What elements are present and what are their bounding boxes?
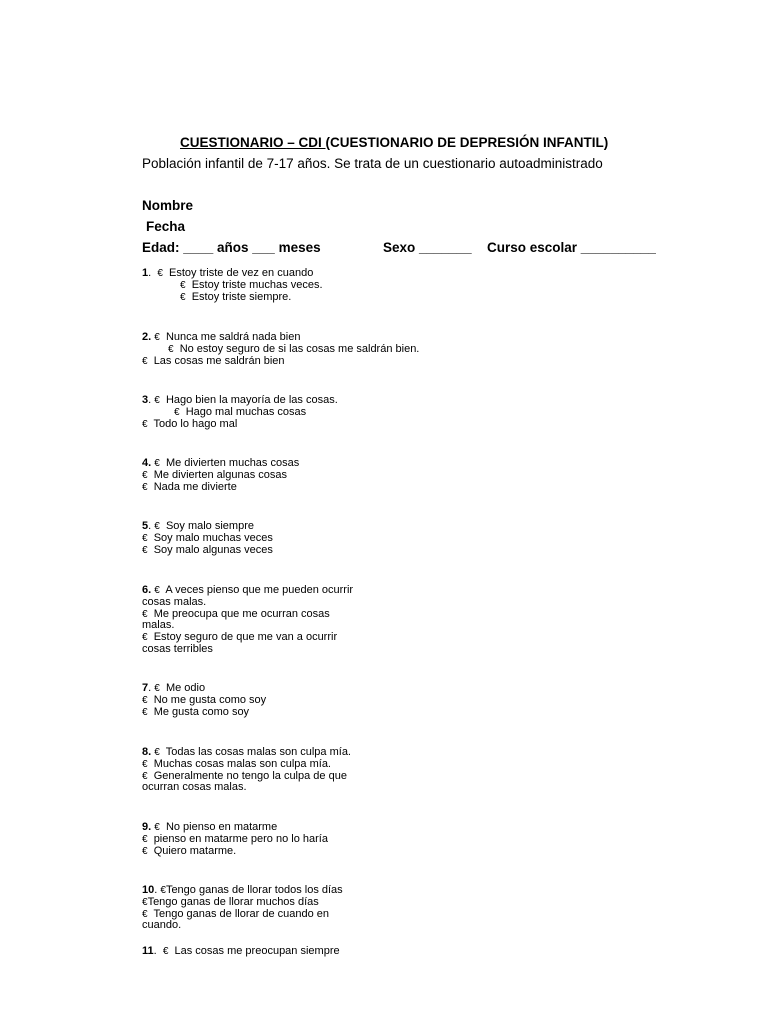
option-text: Estoy triste muchas veces. <box>191 278 323 291</box>
question-dot: . <box>148 394 152 406</box>
question-number: 11 <box>142 945 154 957</box>
question-10 <box>142 885 343 932</box>
sexo-label: Sexo _______ <box>383 240 472 255</box>
option-text: No pienso en matarme <box>165 821 278 833</box>
option-bullet: € <box>154 683 160 694</box>
option-text: Nunca me saldrá nada bien <box>165 331 301 343</box>
option-bullet: € <box>142 770 148 782</box>
question-6 <box>142 585 353 656</box>
option-bullet: € <box>180 291 186 303</box>
option-bullet: € <box>154 332 160 343</box>
option-bullet: € <box>142 706 148 718</box>
question-number: 3 <box>142 394 149 406</box>
option-bullet: € <box>142 694 148 706</box>
option-text: Hago bien la mayoría de las cosas. <box>165 394 338 406</box>
option-bullet: € <box>142 908 148 920</box>
option-line <box>142 356 419 368</box>
option-text: Soy malo muchas veces <box>153 531 273 544</box>
option-text: cosas malas. <box>142 595 207 608</box>
question-line <box>142 946 340 958</box>
option-bullet: € <box>142 481 148 493</box>
option-bullet: € <box>142 355 148 367</box>
question-number: 4. <box>142 457 152 469</box>
option-bullet: € <box>142 632 148 644</box>
option-text: Estoy triste siempre. <box>191 290 292 303</box>
option-bullet: € <box>154 822 160 833</box>
option-text: Me gusta como soy <box>153 705 250 718</box>
option-line <box>142 707 266 719</box>
option-text: Me odio <box>165 682 206 694</box>
question-8 <box>142 747 351 794</box>
question-number: 9. <box>142 821 152 833</box>
option-line <box>142 419 338 431</box>
option-text: Muchas cosas malas son culpa mía. <box>153 757 331 770</box>
option-text: ocurran cosas malas. <box>142 781 247 794</box>
option-text: Todo lo hago mal <box>153 417 238 430</box>
question-number: 7 <box>142 682 149 694</box>
option-line <box>142 545 273 557</box>
option-text: Las cosas me preocupan siempre <box>174 945 340 957</box>
option-bullet: € <box>154 521 160 532</box>
option-text: Generalmente no tengo la culpa de que <box>153 769 347 782</box>
question-number: 1 <box>142 267 149 279</box>
option-bullet: € <box>142 758 148 770</box>
option-text: malas. <box>142 619 175 632</box>
option-text: Las cosas me saldrán bien <box>153 354 285 367</box>
question-dot: . <box>148 682 152 694</box>
question-dot: . <box>148 267 152 279</box>
option-text: No me gusta como soy <box>153 693 267 706</box>
option-text: Me divierten muchas cosas <box>165 457 300 469</box>
question-number: 10 <box>142 884 155 896</box>
subtitle: Población infantil de 7-17 años. Se trata de un cuestionario autoadministrado <box>142 156 603 171</box>
question-number: 2. <box>142 331 152 343</box>
option-text: Soy malo siempre <box>165 520 254 532</box>
question-11 <box>142 946 340 958</box>
nombre-label: Nombre <box>142 198 194 213</box>
edad-label: Edad: ____ años ___ meses <box>142 240 321 255</box>
question-number: 8. <box>142 746 152 758</box>
question-number: 6. <box>142 584 152 596</box>
question-dot: . <box>148 520 152 532</box>
option-text: Soy malo algunas veces <box>153 543 273 556</box>
option-text: Todas las cosas malas son culpa mía. <box>165 746 351 758</box>
option-bullet: € <box>142 896 148 908</box>
option-bullet: € <box>142 845 148 857</box>
curso-label: Curso escolar __________ <box>487 240 656 255</box>
question-4 <box>142 458 299 493</box>
option-text: Estoy seguro de que me van a ocurrir <box>153 631 338 644</box>
option-text: Estoy triste de vez en cuando <box>169 267 314 279</box>
option-line <box>142 292 323 304</box>
question-1 <box>142 268 323 303</box>
option-text: Quiero matarme. <box>153 844 237 857</box>
option-bullet: € <box>157 268 163 279</box>
question-dot: . <box>154 884 158 896</box>
option-text: Hago mal muchas cosas <box>185 405 307 418</box>
option-bullet: € <box>142 833 148 845</box>
question-2 <box>142 332 419 367</box>
question-dot: . <box>153 945 157 957</box>
fecha-label: Fecha <box>146 219 186 234</box>
option-text: Nada me divierte <box>153 480 237 493</box>
option-bullet: € <box>142 532 148 544</box>
option-text: No estoy seguro de si las cosas me saldrán bien. <box>179 342 420 355</box>
option-bullet: € <box>162 946 169 957</box>
option-text: Tengo ganas de llorar de cuando en <box>153 907 330 920</box>
option-bullet: € <box>154 395 160 406</box>
option-line <box>142 846 328 858</box>
page-title <box>180 135 608 150</box>
option-line <box>142 482 299 494</box>
option-text: cuando. <box>142 919 182 932</box>
option-text: Me preocupa que me ocurran cosas <box>153 607 330 620</box>
option-bullet: € <box>142 544 148 556</box>
option-bullet: € <box>174 406 180 418</box>
question-3 <box>142 395 338 430</box>
option-bullet: € <box>168 343 174 355</box>
question-number: 5 <box>142 520 149 532</box>
option-text: cosas terribles <box>142 642 213 655</box>
option-bullet: € <box>142 418 148 430</box>
title-rest: (CUESTIONARIO DE DEPRESIÓN INFANTIL) <box>325 135 609 150</box>
option-bullet: € <box>142 608 148 620</box>
option-bullet: € <box>160 885 166 896</box>
question-5 <box>142 521 273 556</box>
title-underlined: CUESTIONARIO – CDI <box>180 135 326 150</box>
option-bullet: € <box>154 585 160 596</box>
question-7 <box>142 683 266 718</box>
question-9 <box>142 822 328 857</box>
option-bullet: € <box>142 469 148 481</box>
option-bullet: € <box>154 747 160 758</box>
option-text: Tengo ganas de llorar muchos días <box>147 895 319 908</box>
option-bullet: € <box>154 458 160 469</box>
option-text: A veces pienso que me pueden ocurrir <box>165 584 354 596</box>
option-text: pienso en matarme pero no lo haría <box>153 832 328 845</box>
option-text: Me divierten algunas cosas <box>153 468 287 481</box>
option-bullet: € <box>180 279 186 291</box>
option-text: Tengo ganas de llorar todos los días <box>165 884 343 896</box>
